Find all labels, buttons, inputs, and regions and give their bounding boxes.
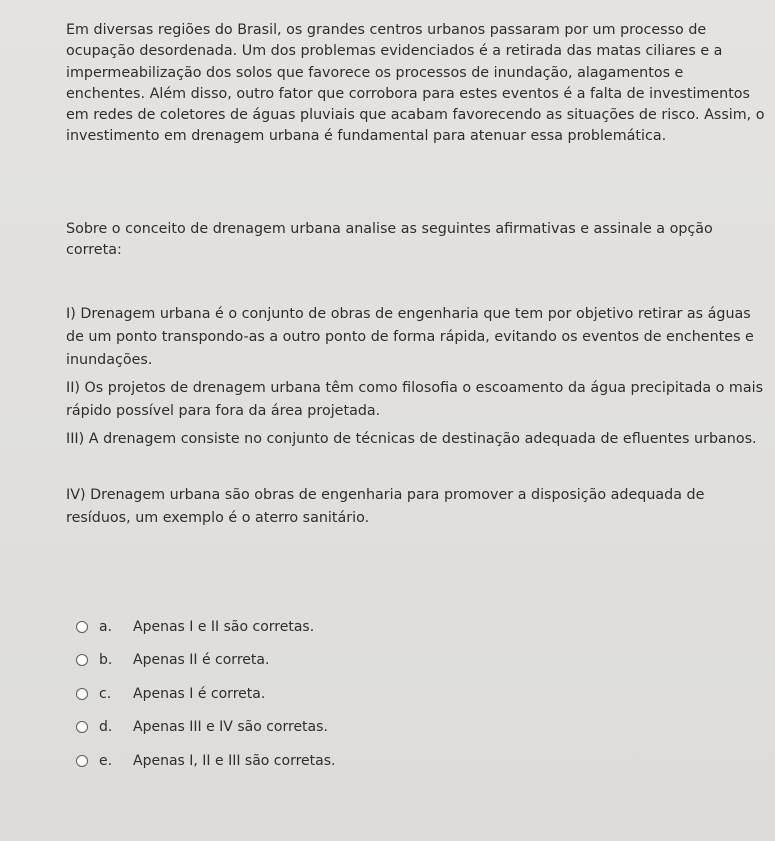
option-text[interactable]: Apenas I, II e III são corretas. — [133, 752, 336, 769]
option-a[interactable] — [76, 610, 676, 644]
question-prompt: Sobre o conceito de drenagem urbana analise as seguintes afirmativas e assinale a opção correta: — [66, 221, 713, 259]
option-letter: d. — [99, 719, 113, 736]
option-c[interactable] — [76, 677, 676, 711]
option-text[interactable]: Apenas III e IV são corretas. — [133, 719, 328, 736]
option-b[interactable] — [76, 644, 676, 678]
radio-button-e[interactable] — [76, 755, 88, 767]
statement-1: I) Drenagem urbana é o conjunto de obras de engenharia que tem por objetivo retirar as águas de um ponto transpondo-as a outro ponto de forma rápida, evitando os eventos de enchentes e inundações. — [66, 306, 754, 368]
intro-paragraph: Em diversas regiões do Brasil, os grandes centros urbanos passaram por um processo de ocupação desordenada. Um dos problemas evidenciados é a retirada das matas ciliares e a impermeabilização dos solos que favorece os processos de inundação, alagamentos e enchentes. Além disso, outro fator que corrobora para estes eventos é a falta de investimentos em redes de coletores de águas pluviais que acabam favorecendo as situações de risco. Assim, o investimento em drenagem urbana é fundamental para atenuar essa problemática. — [66, 22, 765, 145]
option-letter: b. — [99, 652, 113, 669]
statement-4: IV) Drenagem urbana são obras de engenharia para promover a disposição adequada de resíduos, um exemplo é o aterro sanitário. — [66, 487, 705, 526]
radio-button-d[interactable] — [76, 721, 88, 733]
option-letter: c. — [99, 685, 112, 702]
option-text[interactable]: Apenas I e II são corretas. — [133, 618, 315, 635]
radio-button-c[interactable] — [76, 688, 88, 700]
answer-options — [76, 610, 676, 778]
radio-button-a[interactable] — [76, 621, 88, 633]
statement-3: III) A drenagem consiste no conjunto de técnicas de destinação adequada de efluentes urbanos. — [66, 431, 757, 447]
option-text[interactable]: Apenas I é correta. — [133, 685, 266, 702]
statement-2: II) Os projetos de drenagem urbana têm como filosofia o escoamento da água precipitada o mais rápido possível para fora da área projetada. — [66, 380, 764, 419]
option-d[interactable] — [76, 711, 676, 745]
option-text[interactable]: Apenas II é correta. — [133, 652, 270, 669]
option-e[interactable] — [76, 744, 676, 778]
radio-button-b[interactable] — [76, 654, 88, 666]
option-letter: a. — [99, 618, 113, 635]
option-letter: e. — [99, 752, 113, 769]
